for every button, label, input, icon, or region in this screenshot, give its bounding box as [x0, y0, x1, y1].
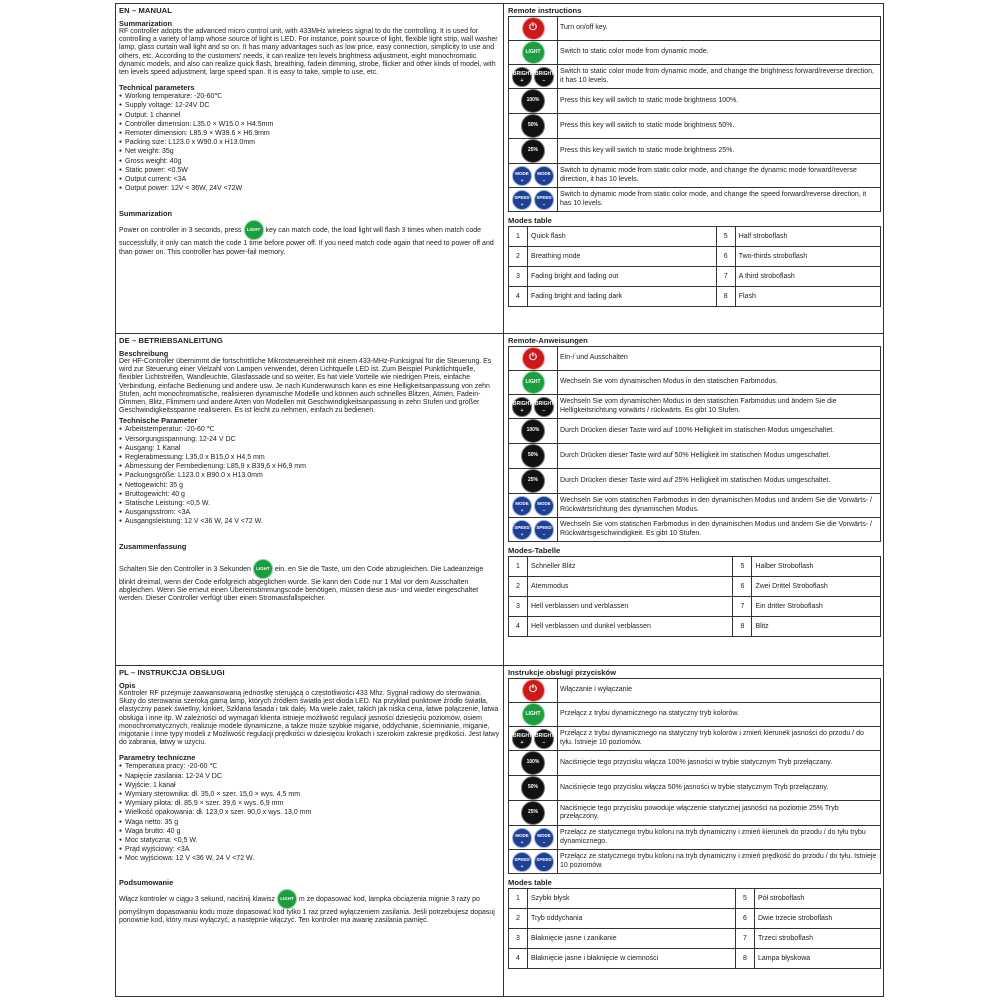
remote-row — [509, 89, 881, 114]
mode-number: 2 — [509, 247, 528, 267]
modes-row — [509, 577, 881, 597]
param-item: ● Moc statyczna: <0,5 W. — [119, 836, 500, 845]
speed-up-button-icon[interactable]: SPEED + — [512, 190, 532, 210]
summary2-mid: ein. en Sie die Taste, um den Code abzugleichen. — [274, 565, 429, 573]
mode-name: Dwie trzecie stroboflash — [755, 909, 881, 929]
brightness-100-button-icon[interactable]: 100% — [521, 751, 545, 775]
modes-row — [509, 267, 881, 287]
mode-up-button-icon[interactable]: MODE + — [512, 828, 532, 848]
light-button-icon[interactable]: LIGHT — [522, 41, 545, 64]
remote-row — [509, 518, 881, 542]
speed-down-button-icon[interactable]: SPEED − — [534, 852, 554, 872]
manual-column-de — [116, 334, 504, 665]
param-item: ● Working temperature: -20-60℃ — [119, 92, 500, 101]
modes-table — [508, 556, 881, 637]
remote-key-cell — [509, 188, 558, 212]
remote-key-cell — [509, 41, 558, 65]
remote-row — [509, 703, 881, 727]
param-item: ● Statische Leistung: <0,5 W. — [119, 499, 500, 508]
remote-row — [509, 826, 881, 850]
summary-text: Der HF-Controller übernimmt die fortschrittliche Mikrosteuereinheit mit einem 433-MHz-Funksignal für die Steuerung. Es wird zur Steuerung einer Vielzahl von Lampen verwendet, deren Lichtquelle LED ist. Zum Beispiel Punktlichtquelle, flexibler Lichtstreifen, Wandleuchte, Glasfassade und so weiter. Es hat viele Vorteile wie niedrigen Preis, einfache Verbindung, einfache Bedienung und andere usw. Je nach Kundenwunsch kann es eine Helligkeitsanpassung von zehn Stufen, acht monochromatische, realisieren dynamische Modelle und können auch schnelles Blitzen, Atmen, Fadein-Dimmen, Blitz, Flimmern und andere Arten von Modellen mit Geschwindigkeitsanpassung in zehn Stufen und großer Geschwindigkeitsspanne realisieren. Es ist leicht zu nehmen, einfach zu bedienen. — [119, 358, 492, 415]
param-item: ● Waga brutto: 40 g — [119, 827, 500, 836]
modes-row — [509, 557, 881, 577]
mode-up-button-icon[interactable]: MODE + — [512, 496, 532, 516]
remote-description: Durch Drücken dieser Taste wird auf 100% Helligkeit im statischen Modus umgeschaltet. — [558, 419, 881, 444]
modes-row — [509, 287, 881, 307]
remote-row — [509, 776, 881, 801]
mode-name: Ein dritter Stroboflash — [752, 597, 881, 617]
remote-row — [509, 188, 881, 212]
mode-name: Trzeci stroboflash — [755, 929, 881, 949]
speed-up-button-icon[interactable]: SPEED + — [512, 852, 532, 872]
param-item: ● Prąd wyjściowy: <3A — [119, 845, 500, 854]
params-title: Technische Parameter — [119, 416, 198, 426]
speed-down-button-icon[interactable]: SPEED − — [534, 190, 554, 210]
bright-up-button-icon[interactable]: BRIGHT + — [512, 729, 532, 749]
mode-name: Hell verblassen und verblassen — [528, 597, 733, 617]
remote-description: Wechseln Sie vom dynamischen Modus in den statischen Farbmodus und ändern Sie die Helligkeitsrichtung vorwärts / rückwärts. Es gibt 10 Stufen. — [558, 395, 881, 419]
light-key-icon[interactable]: LIGHT — [244, 220, 264, 240]
param-item: ● Net weight: 35g — [119, 147, 500, 156]
remote-description: Durch Drücken dieser Taste wird auf 50% Helligkeit im statischen Modus umgeschaltet. — [558, 444, 881, 469]
param-item: ● Output current: <3A — [119, 175, 500, 184]
param-item: ● Abmessung der Fernbedienung: L85,9 x B39,6 x H6,9 mm — [119, 462, 500, 471]
modes-row — [509, 227, 881, 247]
remote-description: Switch to static color mode from dynamic mode. — [558, 41, 881, 65]
params-title: Parametry techniczne — [119, 753, 196, 763]
remote-description: Naciśnięcie tego przycisku powoduje włączenie statycznej jasności na poziomie 25% Tryb przełączony. — [558, 801, 881, 826]
param-item: ● Wymiary pilota: dł. 85,9 × szer. 39,6 × wys. 6,9 mm — [119, 799, 500, 808]
remote-row — [509, 494, 881, 518]
mode-number: 4 — [509, 949, 528, 969]
remote-description: Przełącz z trybu dynamicznego na statyczny tryb kolorów i zmień kierunek jasności do przodu / do tyłu. Istnieje 10 poziomów. — [558, 727, 881, 751]
bright-up-button-icon[interactable]: BRIGHT + — [512, 67, 532, 87]
remote-row — [509, 751, 881, 776]
mode-number: 7 — [716, 267, 735, 287]
mode-number: 8 — [736, 949, 755, 969]
summary2-title: Podsumowanie — [119, 877, 174, 887]
mode-number: 7 — [733, 597, 752, 617]
remote-key-cell — [509, 826, 558, 850]
power-icon[interactable]: ⏻ — [522, 17, 545, 40]
remote-row — [509, 727, 881, 751]
bright-down-button-icon[interactable]: BRIGHT − — [534, 397, 554, 417]
brightness-50-button-icon[interactable]: 50% — [521, 444, 545, 468]
summary2-after: Die Ladeanzeige blinkt dreimal, wenn der Code erfolgreich abgeglichen wurde. Sie kann den Code nur 1 Mal vor dem Ausschalten abgleichen. Wenn Sie erneut einen Übereinstimmungscode benötigen, müssen diese aus- und wieder eingeschaltet werden. Dieser Controller verfügt über einen Stromausfallspeicher. — [119, 565, 484, 603]
mode-number: 5 — [733, 557, 752, 577]
param-item: ● Ausgangsleistung: 12 V <36 W, 24 V <72 W. — [119, 517, 500, 526]
mode-number: 4 — [509, 617, 528, 637]
mode-name: Fading bright and fading dark — [528, 287, 717, 307]
mode-name: Blitz — [752, 617, 881, 637]
remote-description: Naciśnięcie tego przycisku włącza 100% jasności w trybie statycznym Tryb przełączany. — [558, 751, 881, 776]
remote-row — [509, 371, 881, 395]
mode-name: Breathing mode — [528, 247, 717, 267]
section-pl — [116, 666, 883, 997]
mode-down-button-icon[interactable]: MODE − — [534, 166, 554, 186]
mode-number: 7 — [736, 929, 755, 949]
param-item: ● Reglerabmessung: L35,0 x B15,0 x H4,5 mm — [119, 453, 500, 462]
remote-row — [509, 17, 881, 41]
mode-name: Błaknięcie jasne i błaknięcie w ciemności — [528, 949, 736, 969]
section-title: EN – MANUAL — [119, 6, 172, 15]
brightness-25-button-icon[interactable]: 25% — [521, 801, 545, 825]
brightness-50-button-icon[interactable]: 50% — [521, 114, 545, 138]
modes-table — [508, 226, 881, 307]
param-item: ● Wyjście: 1 kanał — [119, 781, 500, 790]
remote-key-cell — [509, 751, 558, 776]
summary2-after: m że dopasować kod, lampka obciążenia mignie 3 razy po pomyślnym dopasowaniu kodu może dopasować kod tylko 1 raz przed wyłączeniem zasilania. Jeśli potrzebujesz dopasuj ponownie kod, który musi wyłączyć, a następnie włączyć. Ten kontroler ma awarię zasilania pamięć. — [119, 895, 495, 924]
param-item: ● Versorgungsspannung: 12-24 V DC — [119, 435, 500, 444]
remote-table — [508, 346, 881, 542]
summary2-before: Włącz kontroler w ciągu 3 sekund, naciśnij klawisz — [119, 895, 276, 903]
remote-description: Wechseln Sie vom statischen Farbmodus in den dynamischen Modus und ändern Sie die Vorwärts- / Rückwärtsgeschwindigkeit. Es gibt 10 Stufen. — [558, 518, 881, 542]
param-item: ● Moc wyjściowa: 12 V <36 W, 24 V <72 W. — [119, 854, 500, 863]
summary-text: RF controller adopts the advanced micro control unit, with 433MHz wireless signal to do the controlling. It is used for controlling a variety of lamp whose source of light is LED. For instance, point source of light, flexible light strip, wall washer lamp, glass curtain wall light and so on. It has many advantages such as low price, easy connection, simplicity to use and others, etc. According to the customers' needs, it can realize ten levels brightness adjustment, eight monochromatic dynamic models, and also can realize quick flash, breathing, fadein dimming, strobe, flicker and other kinds of model, with ten levels speed adjustment, large speed span. It is easy to take, simple to use, etc. — [119, 28, 498, 77]
modes-row — [509, 889, 881, 909]
brightness-25-button-icon[interactable]: 25% — [521, 139, 545, 163]
remote-row — [509, 65, 881, 89]
remote-key-cell — [509, 727, 558, 751]
section-title: DE – BETRIEBSANLEITUNG — [119, 336, 223, 345]
modes-title: Modes table — [508, 216, 552, 225]
mode-number: 3 — [509, 597, 528, 617]
manual-column-en — [116, 4, 504, 333]
brightness-50-button-icon[interactable]: 50% — [521, 776, 545, 800]
mode-name: Tryb oddychania — [528, 909, 736, 929]
bright-up-button-icon[interactable]: BRIGHT + — [512, 397, 532, 417]
modes-table — [508, 888, 881, 969]
remote-title: Instrukcje obsługi przycisków — [508, 668, 617, 677]
mode-number: 3 — [509, 929, 528, 949]
modes-row — [509, 617, 881, 637]
speed-up-button-icon[interactable]: SPEED + — [512, 520, 532, 540]
speed-down-button-icon[interactable]: SPEED − — [534, 520, 554, 540]
mode-number: 1 — [509, 557, 528, 577]
params-title: Technical parameters — [119, 83, 195, 93]
remote-row — [509, 164, 881, 188]
param-item: ● Packing size: L123.0 x W90.0 x H13.0mm — [119, 138, 500, 147]
remote-key-cell — [509, 17, 558, 41]
remote-description: Press this key will switch to static mode brightness 50%. — [558, 114, 881, 139]
remote-key-cell — [509, 89, 558, 114]
remote-key-cell — [509, 518, 558, 542]
mode-number: 8 — [716, 287, 735, 307]
mode-name: Lampa błyskowa — [755, 949, 881, 969]
remote-row — [509, 850, 881, 874]
summary2-text — [119, 220, 500, 256]
modes-row — [509, 929, 881, 949]
param-item: ● Nettogewicht: 35 g — [119, 481, 500, 490]
remote-key-cell — [509, 679, 558, 703]
brightness-100-button-icon[interactable]: 100% — [521, 89, 545, 113]
summary2-title: Summarization — [119, 209, 172, 219]
remote-description: Switch to static color mode from dynamic mode, and change the brightness forward/reverse direction, it has 10 levels. — [558, 65, 881, 89]
power-icon[interactable]: ⏻ — [522, 347, 545, 370]
remote-key-cell — [509, 371, 558, 395]
remote-key-cell — [509, 801, 558, 826]
remote-description: Ein-/ und Ausschalten — [558, 347, 881, 371]
remote-description: Wechseln Sie vom statischen Farbmodus in den dynamischen Modus und ändern Sie die Vorwärts- / Rückwärtsrichtung des dynamischen Modus. — [558, 494, 881, 518]
modes-row — [509, 597, 881, 617]
remote-description: Przełącz ze statycznego trybu koloru na tryb dynamiczny i zmień prędkość do przodu / do tyłu. Istnieje 10 poziomów. — [558, 850, 881, 874]
param-item: ● Arbeitstemperatur: -20-60 ℃ — [119, 425, 500, 434]
param-item: ● Gross weight: 40g — [119, 157, 500, 166]
summary2-before: Schalten Sie den Controller in 3 Sekunden — [119, 565, 251, 573]
mode-name: Szybki błysk — [528, 889, 736, 909]
mode-name: Pół stroboflash — [755, 889, 881, 909]
modes-row — [509, 909, 881, 929]
param-item: ● Output power: 12V < 36W, 24V <72W — [119, 184, 500, 193]
params-list — [119, 92, 500, 193]
remote-description: Naciśnięcie tego przycisku włącza 50% jasności w trybie statycznym Tryb przełączany. — [558, 776, 881, 801]
mode-name: Half stroboflash — [735, 227, 880, 247]
mode-number: 1 — [509, 889, 528, 909]
remote-description: Press this key will switch to static mode brightness 100%. — [558, 89, 881, 114]
mode-name: Hell verblassen und dunkel verblassen — [528, 617, 733, 637]
light-button-icon[interactable]: LIGHT — [522, 371, 545, 394]
bright-down-button-icon[interactable]: BRIGHT − — [534, 729, 554, 749]
mode-name: Fading bright and fading out — [528, 267, 717, 287]
summary2-text — [119, 889, 500, 925]
remote-row — [509, 801, 881, 826]
remote-key-cell — [509, 494, 558, 518]
remote-description: Durch Drücken dieser Taste wird auf 25% Helligkeit im statischen Modus umgeschaltet. — [558, 469, 881, 494]
remote-key-cell — [509, 469, 558, 494]
param-item: ● Temperatura pracy: -20-60 ℃ — [119, 762, 500, 771]
summary-title: Summarization — [119, 19, 172, 28]
remote-key-cell — [509, 347, 558, 371]
modes-title: Modes table — [508, 878, 552, 887]
light-key-icon[interactable]: LIGHT — [277, 889, 297, 909]
remote-key-cell — [509, 850, 558, 874]
mode-name: Zwei Drittel Stroboflash — [752, 577, 881, 597]
remote-description: Switch to dynamic mode from static color mode, and change the speed forward/reverse direction, it has 10 levels. — [558, 188, 881, 212]
summary2-after: key can match code, the load light will flash 3 times when match code successfully, it only can match the code 1 time before power off. If you need match code again that need to power off and than power on. This controller has power-fail memory. — [119, 227, 494, 256]
remote-key-cell — [509, 703, 558, 727]
mode-number: 4 — [509, 287, 528, 307]
remote-key-cell — [509, 114, 558, 139]
param-item: ● Waga netto: 35 g — [119, 818, 500, 827]
light-button-icon[interactable]: LIGHT — [522, 703, 545, 726]
modes-row — [509, 247, 881, 267]
remote-key-cell — [509, 139, 558, 164]
mode-number: 2 — [509, 909, 528, 929]
mode-number: 6 — [733, 577, 752, 597]
param-item: ● Output: 1 channel — [119, 111, 500, 120]
section-de — [116, 334, 883, 666]
remote-key-cell — [509, 65, 558, 89]
power-icon[interactable]: ⏻ — [522, 679, 545, 702]
summary2-before: Power on controller in 3 seconds, press — [119, 227, 242, 235]
param-item: ● Controller dimension: L35.0 × W15.0 × H4.5mm — [119, 120, 500, 129]
param-item: ● Wymiary sterownika: dł. 35,0 × szer. 15,0 × wys. 4,5 mm — [119, 790, 500, 799]
remote-key-cell — [509, 164, 558, 188]
remote-row — [509, 679, 881, 703]
param-item: ● Bruttogewicht: 40 g — [119, 490, 500, 499]
modes-title: Modes-Tabelle — [508, 546, 561, 555]
param-item: ● Remoter dimension: L85.9 × W39.6 × H6.9mm — [119, 129, 500, 138]
mode-number: 3 — [509, 267, 528, 287]
section-title: PL – INSTRUKCJA OBSŁUGI — [119, 668, 225, 677]
summary-title: Opis — [119, 681, 136, 690]
mode-up-button-icon[interactable]: MODE + — [512, 166, 532, 186]
remote-table — [508, 16, 881, 212]
mode-name: Błaknięcie jasne i zanikanie — [528, 929, 736, 949]
remote-row — [509, 395, 881, 419]
mode-name: Quick flash — [528, 227, 717, 247]
bright-down-button-icon[interactable]: BRIGHT − — [534, 67, 554, 87]
params-list — [119, 762, 500, 863]
manual-column-pl — [116, 666, 504, 997]
manual-page — [115, 3, 884, 997]
remote-description: Switch to dynamic mode from static color mode, and change the dynamic mode forward/reverse direction, it has 10 levels. — [558, 164, 881, 188]
mode-name: Two-thirds stroboflash — [735, 247, 880, 267]
mode-number: 6 — [736, 909, 755, 929]
remote-description: Przełącz z trybu dynamicznego na statyczny tryb kolorów. — [558, 703, 881, 727]
mode-name: Atemmodus — [528, 577, 733, 597]
param-item: ● Ausgang: 1 Kanal — [119, 444, 500, 453]
param-item: ● Static power: <0.5W — [119, 166, 500, 175]
mode-number: 8 — [733, 617, 752, 637]
modes-row — [509, 949, 881, 969]
param-item: ● Supply voltage: 12-24V DC — [119, 101, 500, 110]
mode-name: Schneller Blitz — [528, 557, 733, 577]
remote-column-pl — [505, 666, 883, 997]
section-en — [116, 4, 883, 334]
remote-key-cell — [509, 419, 558, 444]
mode-number: 5 — [716, 227, 735, 247]
remote-description: Press this key will switch to static mode brightness 25%. — [558, 139, 881, 164]
remote-row — [509, 419, 881, 444]
remote-description: Włączanie i wyłączanie — [558, 679, 881, 703]
remote-row — [509, 347, 881, 371]
remote-description: Przełącz ze statycznego trybu koloru na tryb dynamiczny i zmień kierunek do przodu / do tyłu trybu dynamicznego. — [558, 826, 881, 850]
summary2-text — [119, 559, 500, 604]
brightness-25-button-icon[interactable]: 25% — [521, 469, 545, 493]
mode-down-button-icon[interactable]: MODE − — [534, 828, 554, 848]
summary2-title: Zusammenfassung — [119, 541, 187, 551]
remote-row — [509, 41, 881, 65]
param-item: ● Packungsgröße: L123.0 x B90.0 x H13.0mm — [119, 471, 500, 480]
brightness-100-button-icon[interactable]: 100% — [521, 419, 545, 443]
mode-number: 6 — [716, 247, 735, 267]
mode-number: 2 — [509, 577, 528, 597]
remote-row — [509, 444, 881, 469]
remote-row — [509, 139, 881, 164]
remote-column-de — [505, 334, 883, 665]
remote-description: Wechseln Sie vom dynamischen Modus in den statischen Farbmodus. — [558, 371, 881, 395]
remote-description: Turn on/off key. — [558, 17, 881, 41]
remote-column-en — [505, 4, 883, 333]
remote-title: Remote instructions — [508, 6, 582, 15]
mode-name: Halber Stroboflash — [752, 557, 881, 577]
remote-title: Remote-Anweisungen — [508, 336, 588, 345]
mode-name: Flash — [735, 287, 880, 307]
param-item: ● Ausgangsstrom: <3A — [119, 508, 500, 517]
mode-name: A third stroboflash — [735, 267, 880, 287]
summary-title: Beschreibung — [119, 349, 169, 358]
light-key-icon[interactable]: LIGHT — [253, 559, 273, 579]
remote-key-cell — [509, 395, 558, 419]
remote-row — [509, 114, 881, 139]
mode-number: 1 — [509, 227, 528, 247]
mode-number: 5 — [736, 889, 755, 909]
remote-table — [508, 678, 881, 874]
remote-key-cell — [509, 776, 558, 801]
param-item: ● Wielkość opakowania: dł. 123,0 x szer. 90,0 x wys. 13,0 mm — [119, 808, 500, 817]
param-item: ● Napięcie zasilania: 12-24 V DC — [119, 772, 500, 781]
mode-down-button-icon[interactable]: MODE − — [534, 496, 554, 516]
remote-row — [509, 469, 881, 494]
summary-text: Kontroler RF przejmuje zaawansowaną jednostkę sterującą o częstotliwości 433 Mhz. Sygnał radiowy do sterowania. Służy do sterowania szeroką gamą lamp, których źródłem światła jest dioda LED. Na przykład punktowe źródło światła, elastyczny pasek świetlny, kinkiet, Szklana fasada i tak dalej. Ma wiele zalet, takich jak niska cena, łatwe połączenie, łatwa obsługa i inne itp. W zależności od wymagań klienta istnieje możliwość regulacji jasności dziesięciu poziomów, osiem monochromatycznych, realizuje modele dynamiczne, a także może szybkie miganie, oddychanie, ściemnianie, miganie, migotanie i inne typy modeli z Możliwość regulacji prędkości w dziesięciu krokach i szerokim zakresie prędkości. Jest łatwy do zabrania, łatwy w użyciu. — [119, 690, 500, 747]
params-list — [119, 425, 500, 526]
remote-key-cell — [509, 444, 558, 469]
